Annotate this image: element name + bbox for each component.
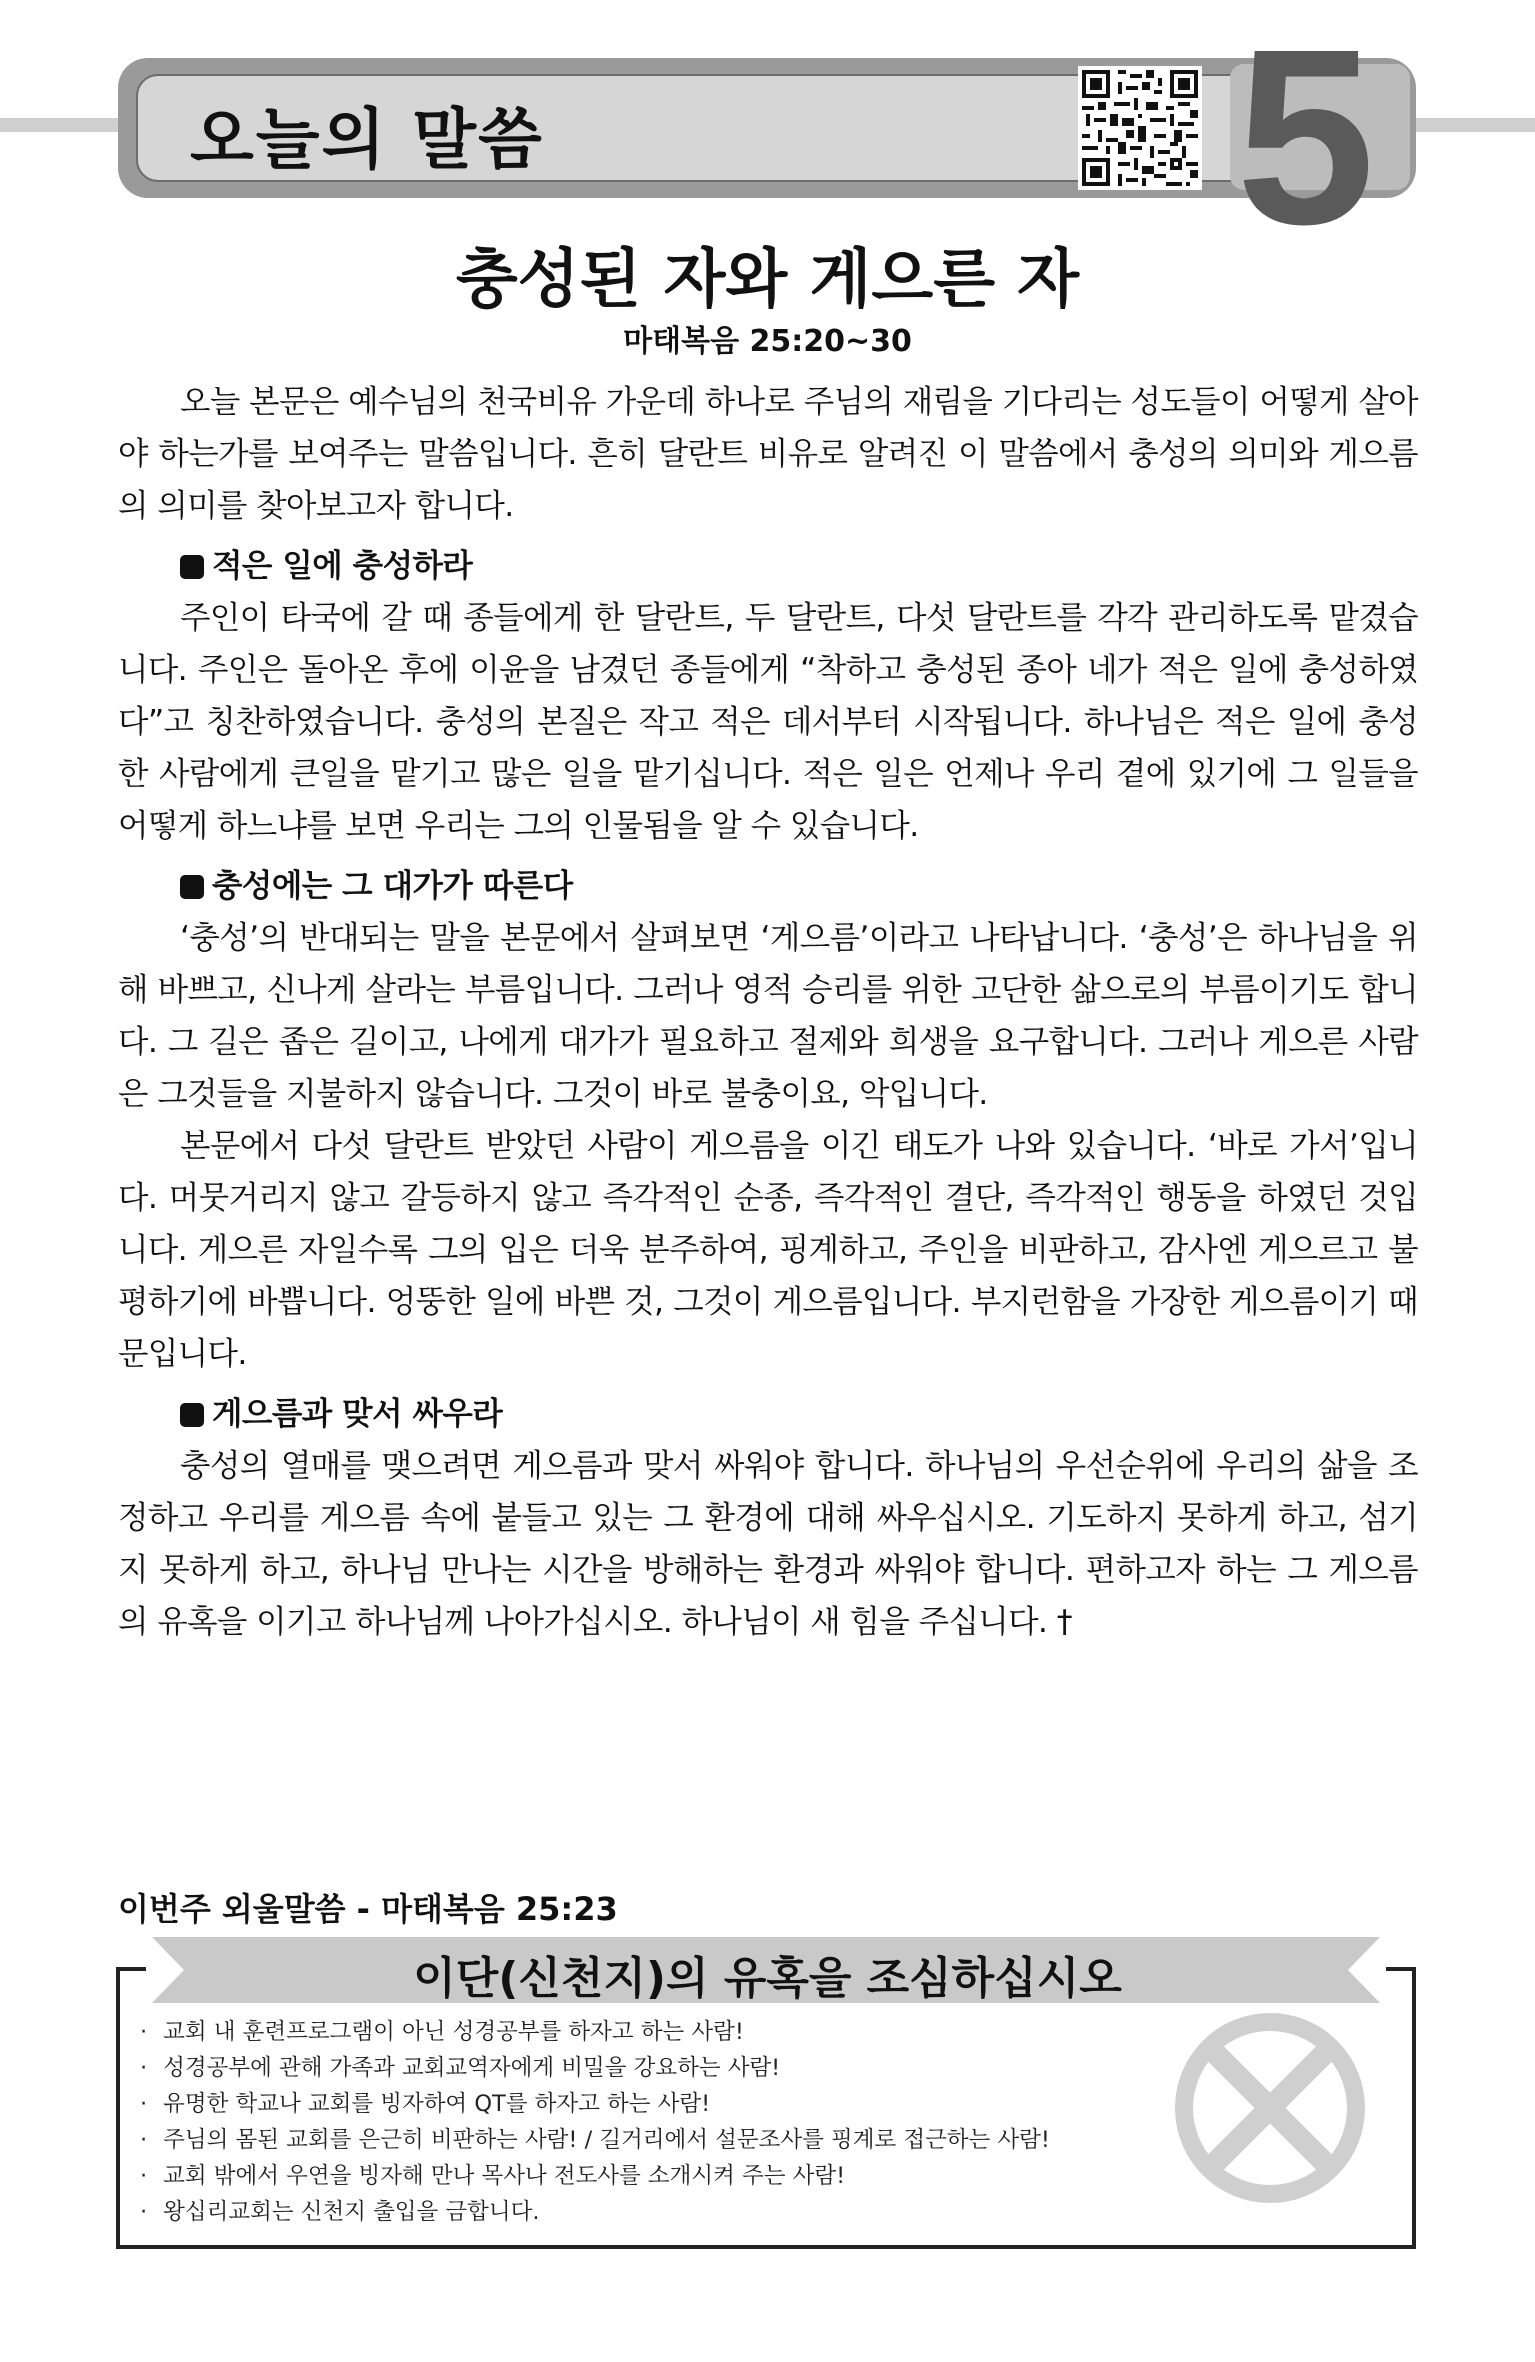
list-item: · 교회 밖에서 우연을 빙자해 만나 목사나 전도사를 소개시켜 주는 사람! <box>140 2158 1050 2194</box>
square-bullet-icon <box>180 1403 204 1427</box>
square-bullet-icon <box>180 555 204 579</box>
x-circle-icon <box>1172 2010 1368 2206</box>
list-item: · 성경공부에 관해 가족과 교회교역자에게 비밀을 강요하는 사람! <box>140 2050 1050 2086</box>
page-title: 오늘의 말씀 <box>190 101 544 178</box>
square-bullet-icon <box>180 875 204 899</box>
qr-code-icon[interactable] <box>1078 66 1202 190</box>
warning-list <box>140 2014 1050 2230</box>
list-item: · 주님의 몸된 교회를 은근히 비판하는 사람! / 길거리에서 설문조사를 핑계로 접근하는 사람! <box>140 2122 1050 2158</box>
warning-title: 이단(신천지)의 유혹을 조심하십시오 <box>413 1953 1122 2004</box>
scripture-reference: 마태복음 25:20~30 <box>623 324 912 359</box>
intro-paragraph: 오늘 본문은 예수님의 천국비유 가운데 하나로 주님의 재림을 기다리는 성도들이 어떻게 살아야 하는가를 보여주는 말씀입니다. 흔히 달란트 비유로 알려진 이 말씀에서 충성의 의미와 게으름의 의미를 찾아보고자 합니다. <box>118 384 1418 524</box>
section-heading: 게으름과 맞서 싸우라 <box>180 1388 1418 1440</box>
page-number: 5 <box>1236 0 1376 276</box>
section-paragraph: 주인이 타국에 갈 때 종들에게 한 달란트, 두 달란트, 다섯 달란트를 각각 관리하도록 맡겼습니다. 주인은 돌아온 후에 이윤을 남겼던 종들에게 “착하고 충성된 종아 네가 적은 일에 충성하였다”고 칭찬하였습니다. 충성의 본질은 작고 적은 데서부터 시작됩니다. 하나님은 적은 일에 충성한 사람에게 큰일을 맡기고 많은 일을 맡기십니다. 적은 일은 언제나 우리 곁에 있기에 그 일들을 어떻게 하느냐를 보면 우리는 그의 인물됨을 알 수 있습니다. <box>118 600 1418 844</box>
sermon-title: 충성된 자와 게으른 자 <box>455 243 1080 317</box>
list-item: · 교회 내 훈련프로그램이 아닌 성경공부를 하자고 하는 사람! <box>140 2014 1050 2050</box>
section-heading: 충성에는 그 대가가 따른다 <box>180 860 1418 912</box>
list-item: · 유명한 학교나 교회를 빙자하여 QT를 하자고 하는 사람! <box>140 2086 1050 2122</box>
sermon-body <box>118 376 1418 1648</box>
section-paragraph: ‘충성’의 반대되는 말을 본문에서 살펴보면 ‘게으름’이라고 나타납니다. ‘충성’은 하나님을 위해 바쁘고, 신나게 살라는 부름입니다. 그러나 영적 승리를 위한 고단한 삶으로의 부름이기도 합니다. 그 길은 좁은 길이고, 나에게 대가가 필요하고 절제와 희생을 요구합니다. 그러나 게으른 사람은 그것들을 지불하지 않습니다. 그것이 바로 불충이요, 악입니다. <box>118 920 1418 1112</box>
memory-verse: 이번주 외울말씀 - 마태복음 25:23 <box>118 1890 618 1928</box>
section-heading: 적은 일에 충성하라 <box>180 540 1418 592</box>
section-paragraph: 충성의 열매를 맺으려면 게으름과 맞서 싸워야 합니다. 하나님의 우선순위에 우리의 삶을 조정하고 우리를 게으름 속에 붙들고 있는 그 환경에 대해 싸우십시오. 기도하지 못하게 하고, 섬기지 못하게 하고, 하나님 만나는 시간을 방해하는 환경과 싸워야 합니다. 편하고자 하는 그 게으름의 유혹을 이기고 하나님께 나아가십시오. 하나님이 새 힘을 주십니다. † <box>118 1448 1418 1640</box>
list-item: · 왕십리교회는 신천지 출입을 금합니다. <box>140 2194 1050 2230</box>
section-paragraph: 본문에서 다섯 달란트 받았던 사람이 게으름을 이긴 태도가 나와 있습니다. ‘바로 가서’입니다. 머뭇거리지 않고 갈등하지 않고 즉각적인 순종, 즉각적인 결단, 즉각적인 행동을 하였던 것입니다. 게으른 자일수록 그의 입은 더욱 분주하여, 핑계하고, 주인을 비판하고, 감사엔 게으르고 불평하기에 바쁩니다. 엉뚱한 일에 바쁜 것, 그것이 게으름입니다. 부지런함을 가장한 게으름이기 때문입니다. <box>118 1128 1418 1372</box>
